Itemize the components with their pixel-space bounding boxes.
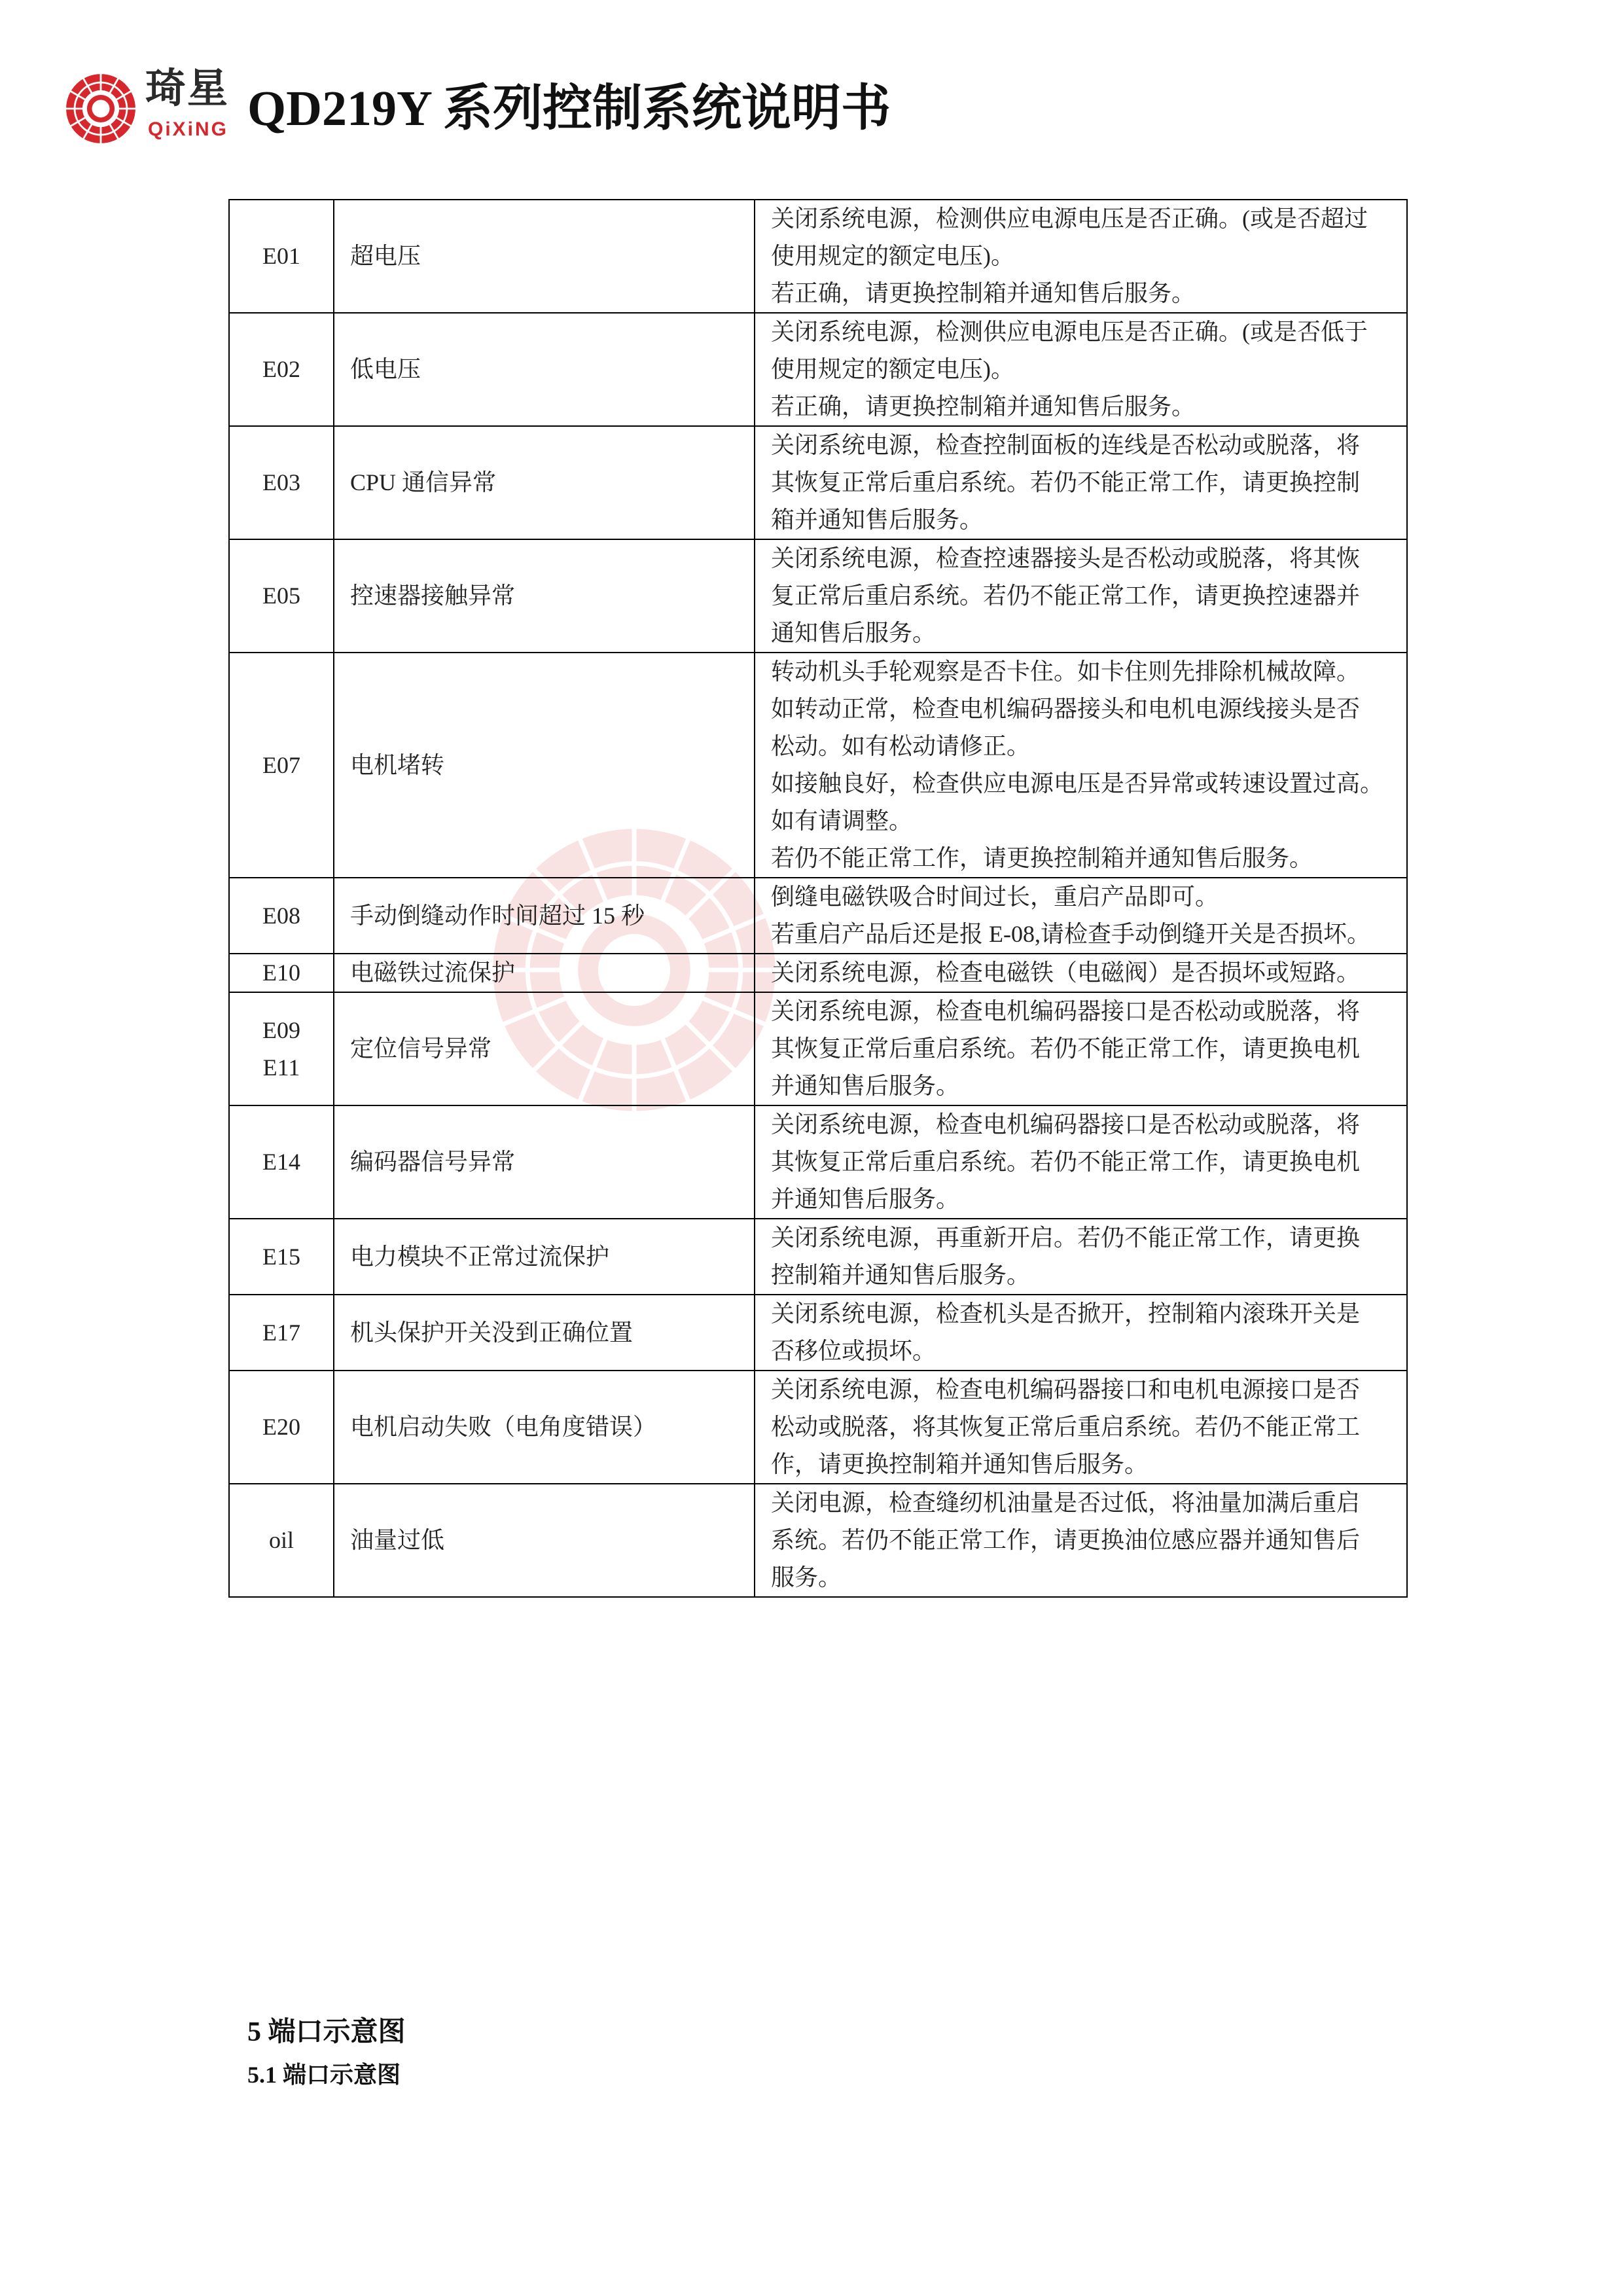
remedy-line: 若正确，请更换控制箱并通知售后服务。 bbox=[771, 280, 1196, 306]
fault-name: 手动倒缝动作时间超过 15 秒 bbox=[350, 902, 645, 929]
remedy-line: 复正常后重启系统。若仍不能正常工作，请更换控速器并 bbox=[771, 583, 1361, 609]
error-code: E08 bbox=[262, 902, 300, 929]
fault-name-cell bbox=[334, 1484, 755, 1597]
remedy-cell bbox=[755, 426, 1407, 539]
remedy-line: 使用规定的额定电压)。 bbox=[771, 243, 1014, 269]
remedy-line: 控制箱并通知售后服务。 bbox=[771, 1262, 1031, 1288]
error-code-table bbox=[228, 199, 1408, 1598]
error-code: E03 bbox=[262, 469, 300, 495]
fault-name-cell bbox=[334, 313, 755, 426]
remedy-line: 并通知售后服务。 bbox=[771, 1073, 960, 1099]
fault-name: 电机启动失败（电角度错误） bbox=[350, 1414, 657, 1440]
remedy-line: 松动或脱落，将其恢复正常后重启系统。若仍不能正常工 bbox=[771, 1414, 1361, 1440]
error-code-cell bbox=[229, 878, 334, 954]
remedy-line: 若正确，请更换控制箱并通知售后服务。 bbox=[771, 393, 1196, 420]
fault-name: 超电压 bbox=[350, 243, 421, 269]
section-heading: 5 端口示意图 bbox=[247, 2017, 406, 2047]
remedy-line: 使用规定的额定电压)。 bbox=[771, 356, 1014, 382]
error-row bbox=[229, 878, 1407, 954]
remedy-line: 并通知售后服务。 bbox=[771, 1186, 960, 1212]
error-code-cell bbox=[229, 1484, 334, 1597]
fault-name: 机头保护开关没到正确位置 bbox=[350, 1319, 633, 1346]
remedy-line: 服务。 bbox=[771, 1564, 842, 1590]
remedy-line: 关闭系统电源，检测供应电源电压是否正确。(或是否低于 bbox=[771, 319, 1368, 345]
remedy-cell bbox=[755, 1105, 1407, 1219]
error-code: E20 bbox=[262, 1414, 300, 1440]
error-code-cell bbox=[229, 313, 334, 426]
remedy-line: 松动。如有松动请修正。 bbox=[771, 733, 1031, 759]
error-row bbox=[229, 1295, 1407, 1371]
remedy-line: 关闭系统电源，检测供应电源电压是否正确。(或是否超过 bbox=[771, 206, 1368, 232]
remedy-cell bbox=[755, 200, 1407, 313]
error-row bbox=[229, 1371, 1407, 1484]
remedy-line: 如接触良好，检查供应电源电压是否异常或转速设置过高。 bbox=[771, 770, 1384, 797]
fault-name-cell bbox=[334, 426, 755, 539]
error-row bbox=[229, 1484, 1407, 1597]
remedy-line: 关闭系统电源，检查机头是否掀开，控制箱内滚珠开关是 bbox=[771, 1300, 1361, 1327]
error-row bbox=[229, 653, 1407, 878]
section-subheading: 5.1 端口示意图 bbox=[247, 2062, 401, 2088]
fault-name-cell bbox=[334, 1219, 755, 1295]
error-code-cell bbox=[229, 992, 334, 1105]
error-row bbox=[229, 426, 1407, 539]
qixing-logo-icon bbox=[65, 73, 136, 144]
remedy-cell bbox=[755, 539, 1407, 653]
fault-name: 控速器接触异常 bbox=[350, 583, 516, 609]
error-code-cell bbox=[229, 1105, 334, 1219]
error-row bbox=[229, 992, 1407, 1105]
error-code: E02 bbox=[262, 356, 300, 382]
remedy-cell bbox=[755, 1371, 1407, 1484]
fault-name: 油量过低 bbox=[350, 1527, 445, 1553]
error-row bbox=[229, 313, 1407, 426]
remedy-cell bbox=[755, 313, 1407, 426]
error-code: E07 bbox=[262, 751, 300, 778]
remedy-line: 作，请更换控制箱并通知售后服务。 bbox=[771, 1451, 1149, 1477]
remedy-cell bbox=[755, 878, 1407, 954]
remedy-line: 关闭系统电源，检查电磁铁（电磁阀）是否损坏或短路。 bbox=[771, 960, 1361, 986]
fault-name-cell bbox=[334, 1105, 755, 1219]
error-row bbox=[229, 539, 1407, 653]
remedy-line: 其恢复正常后重启系统。若仍不能正常工作，请更换控制 bbox=[771, 469, 1361, 495]
error-code-cell bbox=[229, 1219, 334, 1295]
remedy-line: 如有请调整。 bbox=[771, 808, 913, 834]
remedy-line: 转动机头手轮观察是否卡住。如卡住则先排除机械故障。 bbox=[771, 658, 1361, 685]
remedy-line: 其恢复正常后重启系统。若仍不能正常工作，请更换电机 bbox=[771, 1035, 1361, 1062]
fault-name-cell bbox=[334, 1295, 755, 1371]
remedy-line: 关闭系统电源，再重新开启。若仍不能正常工作，请更换 bbox=[771, 1225, 1361, 1251]
error-code-cell bbox=[229, 426, 334, 539]
remedy-line: 倒缝电磁铁吸合时间过长，重启产品即可。 bbox=[771, 884, 1219, 910]
fault-name-cell bbox=[334, 539, 755, 653]
error-code-cell bbox=[229, 1371, 334, 1484]
remedy-line: 关闭系统电源，检查电机编码器接口和电机电源接口是否 bbox=[771, 1376, 1361, 1403]
remedy-cell bbox=[755, 992, 1407, 1105]
error-code-cell bbox=[229, 653, 334, 878]
remedy-line: 系统。若仍不能正常工作，请更换油位感应器并通知售后 bbox=[771, 1527, 1361, 1553]
remedy-line: 关闭系统电源，检查电机编码器接口是否松动或脱落，将 bbox=[771, 998, 1361, 1024]
error-row bbox=[229, 1219, 1407, 1295]
error-code: E05 bbox=[262, 583, 300, 609]
remedy-cell bbox=[755, 653, 1407, 878]
error-code: E09 bbox=[262, 1016, 300, 1043]
fault-name: 编码器信号异常 bbox=[350, 1149, 516, 1175]
fault-name-cell bbox=[334, 200, 755, 313]
fault-name: CPU 通信异常 bbox=[350, 469, 497, 495]
error-code: E11 bbox=[262, 1054, 300, 1081]
remedy-line: 关闭系统电源，检查控速器接头是否松动或脱落，将其恢 bbox=[771, 545, 1361, 571]
remedy-cell bbox=[755, 1484, 1407, 1597]
remedy-line: 若仍不能正常工作，请更换控制箱并通知售后服务。 bbox=[771, 845, 1313, 871]
remedy-cell bbox=[755, 954, 1407, 992]
error-code-cell bbox=[229, 954, 334, 992]
fault-name-cell bbox=[334, 954, 755, 992]
remedy-cell bbox=[755, 1219, 1407, 1295]
error-row bbox=[229, 1105, 1407, 1219]
error-code: E15 bbox=[262, 1243, 300, 1270]
document-title: QD219Y 系列控制系统说明书 bbox=[247, 81, 891, 136]
remedy-line: 关闭系统电源，检查电机编码器接口是否松动或脱落，将 bbox=[771, 1111, 1361, 1138]
error-code: E01 bbox=[262, 243, 300, 269]
error-code: E17 bbox=[262, 1319, 300, 1346]
fault-name: 电机堵转 bbox=[350, 751, 445, 778]
remedy-line: 其恢复正常后重启系统。若仍不能正常工作，请更换电机 bbox=[771, 1149, 1361, 1175]
remedy-line: 箱并通知售后服务。 bbox=[771, 507, 984, 533]
remedy-line: 关闭电源，检查缝纫机油量是否过低，将油量加满后重启 bbox=[771, 1490, 1361, 1516]
error-row bbox=[229, 200, 1407, 313]
fault-name: 电磁铁过流保护 bbox=[350, 960, 516, 986]
brand-name-en: QiXiNG bbox=[148, 118, 229, 140]
error-code-cell bbox=[229, 200, 334, 313]
fault-name-cell bbox=[334, 653, 755, 878]
fault-name-cell bbox=[334, 878, 755, 954]
remedy-line: 若重启产品后还是报 E-08,请检查手动倒缝开关是否损坏。 bbox=[771, 921, 1370, 947]
error-code-cell bbox=[229, 1295, 334, 1371]
brand-name-cn: 琦星 bbox=[145, 66, 230, 111]
fault-name-cell bbox=[334, 992, 755, 1105]
remedy-line: 否移位或损坏。 bbox=[771, 1338, 936, 1364]
error-code: E10 bbox=[262, 960, 300, 986]
fault-name: 低电压 bbox=[350, 356, 421, 382]
remedy-line: 通知售后服务。 bbox=[771, 620, 936, 646]
fault-name: 定位信号异常 bbox=[350, 1035, 492, 1062]
error-row bbox=[229, 954, 1407, 992]
error-code: E14 bbox=[262, 1149, 300, 1175]
remedy-line: 关闭系统电源，检查控制面板的连线是否松动或脱落，将 bbox=[771, 432, 1361, 458]
fault-name: 电力模块不正常过流保护 bbox=[350, 1243, 610, 1270]
fault-name-cell bbox=[334, 1371, 755, 1484]
error-code-cell bbox=[229, 539, 334, 653]
remedy-line: 如转动正常，检查电机编码器接头和电机电源线接头是否 bbox=[771, 696, 1361, 722]
error-code: oil bbox=[268, 1527, 294, 1553]
remedy-cell bbox=[755, 1295, 1407, 1371]
